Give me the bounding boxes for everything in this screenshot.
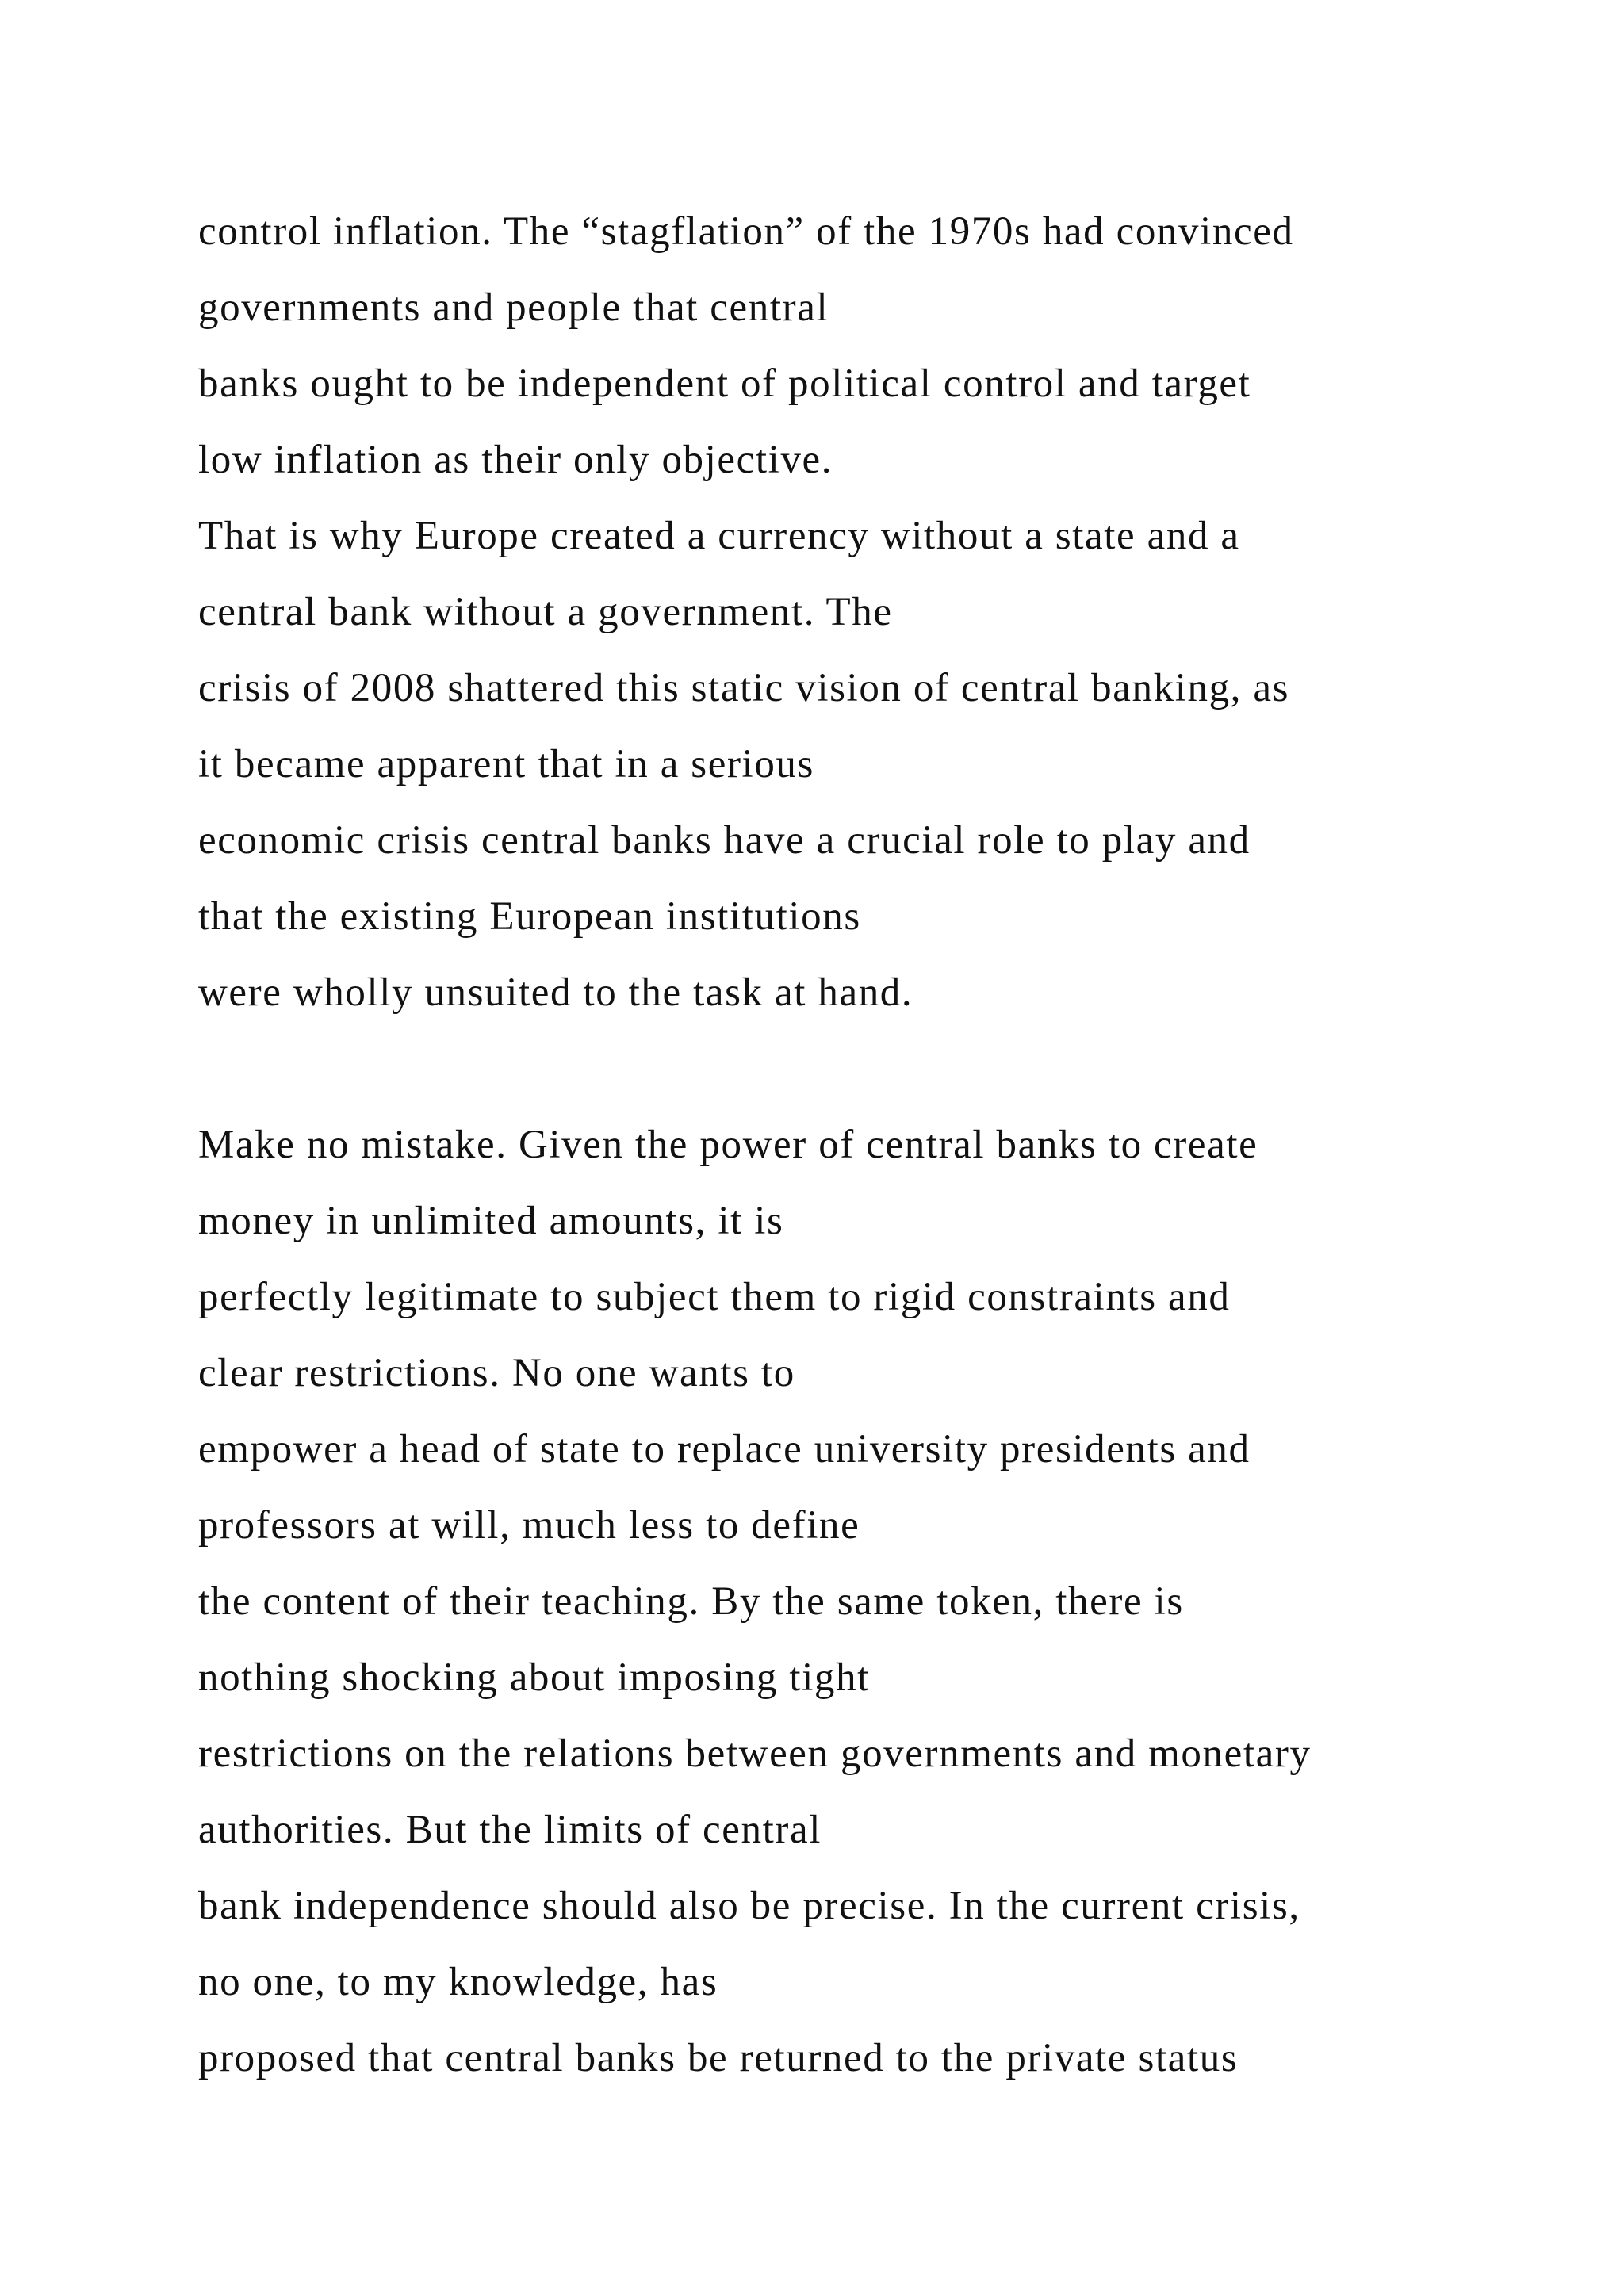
text-line: low inflation as their only objective. bbox=[198, 438, 833, 482]
text-line: control inflation. The “stagflation” of the 1970s had convinced bbox=[198, 209, 1294, 254]
text-line: Make no mistake. Given the power of central banks to create bbox=[198, 1123, 1258, 1167]
text-line: restrictions on the relations between governments and monetary bbox=[198, 1732, 1312, 1776]
text-line: central bank without a government. The bbox=[198, 590, 893, 634]
text-line: authorities. But the limits of central bbox=[198, 1808, 822, 1852]
paragraph-break bbox=[198, 1031, 1546, 1107]
text-line: proposed that central banks be returned to the private status bbox=[198, 2036, 1239, 2080]
text-line: the content of their teaching. By the same token, there is bbox=[198, 1579, 1184, 1624]
text-line: that the existing European institutions bbox=[198, 894, 861, 939]
text-line: bank independence should also be precise. In the current crisis, bbox=[198, 1884, 1300, 1928]
text-line: clear restrictions. No one wants to bbox=[198, 1351, 795, 1395]
document-body bbox=[198, 193, 1546, 2096]
text-line: That is why Europe created a currency without a state and a bbox=[198, 514, 1240, 558]
text-line: money in unlimited amounts, it is bbox=[198, 1199, 784, 1243]
text-line: it became apparent that in a serious bbox=[198, 742, 814, 786]
text-line: professors at will, much less to define bbox=[198, 1503, 860, 1548]
text-line: banks ought to be independent of political control and target bbox=[198, 362, 1251, 406]
text-line: empower a head of state to replace university presidents and bbox=[198, 1427, 1251, 1471]
text-line: crisis of 2008 shattered this static vision of central banking, as bbox=[198, 666, 1290, 710]
text-line: were wholly unsuited to the task at hand. bbox=[198, 970, 914, 1015]
text-line: economic crisis central banks have a crucial role to play and bbox=[198, 818, 1251, 863]
text-line: no one, to my knowledge, has bbox=[198, 1960, 718, 2004]
text-line: nothing shocking about imposing tight bbox=[198, 1655, 870, 1700]
text-line: governments and people that central bbox=[198, 285, 829, 330]
text-line: perfectly legitimate to subject them to rigid constraints and bbox=[198, 1275, 1231, 1319]
